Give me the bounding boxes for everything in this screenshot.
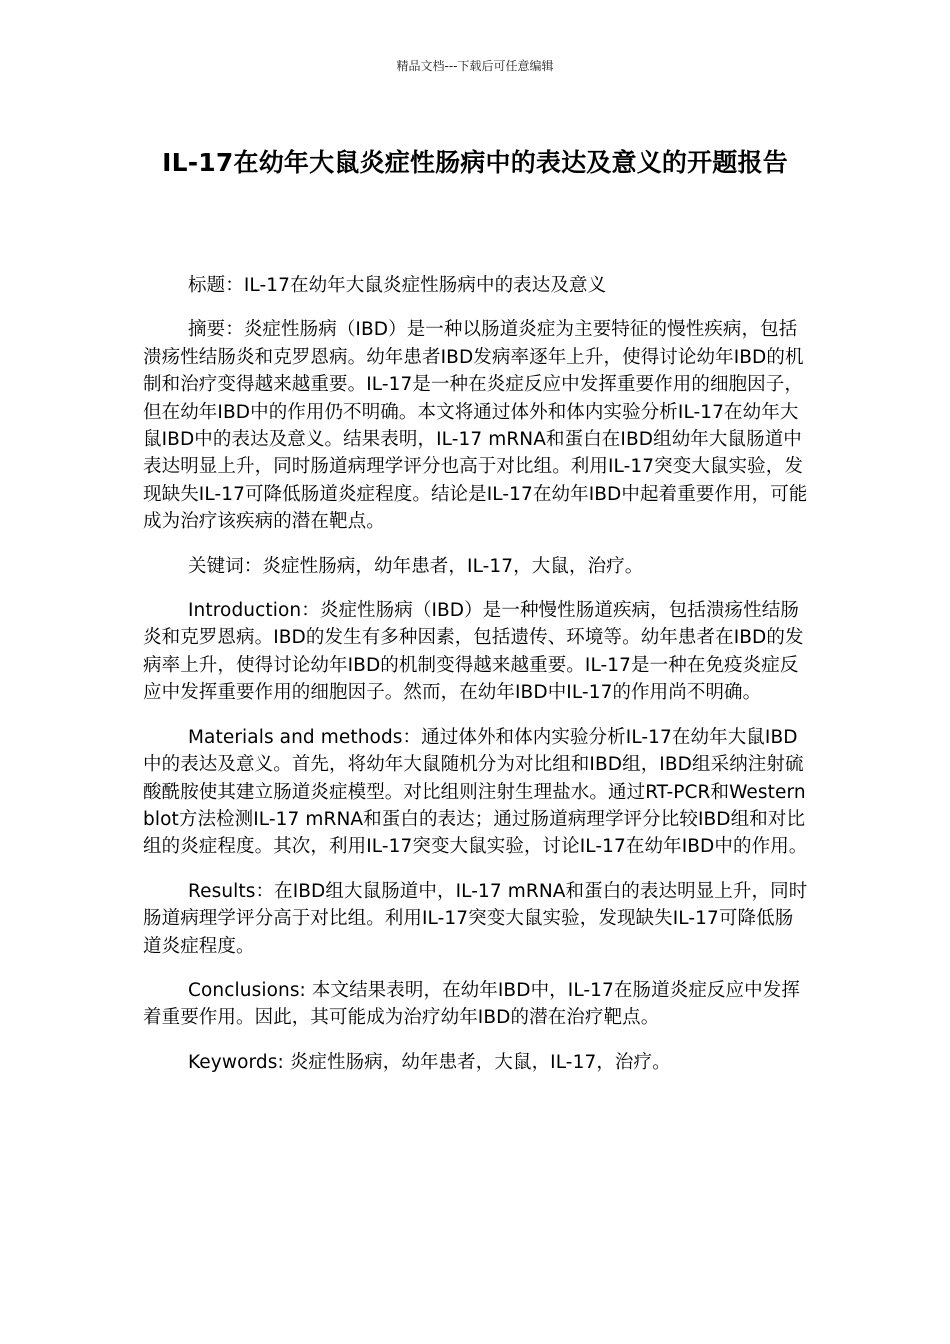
keywords-cn-paragraph [143, 553, 811, 580]
document-title: IL-17在幼年大鼠炎症性肠病中的表达及意义的开题报告 [162, 148, 788, 177]
section-label: Materials and methods： [188, 726, 422, 748]
section-text: 炎症性肠病，幼年患者，IL-17，大鼠，治疗。 [262, 555, 644, 577]
conclusions-paragraph [143, 977, 811, 1032]
section-label: 标题： [188, 275, 244, 296]
section-text: 通过体外和体内实验分析IL-17在幼年大鼠IBD中的表达及意义。首先，将幼年大鼠随机分为对比组和IBD组，IBD组采纳注射硫酸酰胺使其建立肠道炎症模型。对比组则注射生理盐水。通过RT-PCR和Western blot方法检测IL-17 mRNA和蛋白的表达；通过肠道病理学评分比较IBD组和对比组的炎症程度。其次，利用IL-17突变大鼠实验，讨论IL-17在幼年IBD中的作用。 [143, 726, 808, 858]
section-text: 炎症性肠病（IBD）是一种慢性肠道疾病，包括溃疡性结肠炎和克罗恩病。IBD的发生有多种因素，包括遗传、环境等。幼年患者在IBD的发病率上升，使得讨论幼年IBD的机制变得越来越重要。IL-17是一种在免疫炎症反应中发挥重要作用的细胞因子。然而，在幼年IBD中IL-17的作用尚不明确。 [143, 600, 804, 704]
page-header-note: 精品文档---下载后可任意编辑 [396, 59, 554, 73]
section-label: Introduction： [188, 600, 320, 622]
section-text: 炎症性肠病，幼年患者，大鼠，IL-17，治疗。 [289, 1051, 671, 1073]
results-paragraph [143, 878, 811, 960]
section-label: Results： [188, 880, 275, 902]
document-body [143, 272, 811, 1093]
section-text: 炎症性肠病（IBD）是一种以肠道炎症为主要特征的慢性疾病，包括溃疡性结肠炎和克罗恩病。幼年患者IBD发病率逐年上升，使得讨论幼年IBD的机制和治疗变得越来越重要。IL-17是一种在炎症反应中发挥重要作用的细胞因子，但在幼年IBD中的作用仍不明确。本文将通过体外和体内实验分析IL-17在幼年大鼠IBD中的表达及意义。结果表明，IL-17 mRNA和蛋白在IBD组幼年大鼠肠道中表达明显上升，同时肠道病理学评分也高于对比组。利用IL-17突变大鼠实验，发现缺失IL-17可降低肠道炎症程度。结论是IL-17在幼年IBD中起着重要作用，可能成为治疗该疾病的潜在靶点。 [143, 319, 808, 533]
keywords-en-paragraph [143, 1049, 811, 1076]
section-label: 摘要： [188, 319, 244, 341]
section-label: Keywords: [188, 1051, 290, 1073]
title-paragraph [143, 272, 811, 299]
section-text: 在IBD组大鼠肠道中，IL-17 mRNA和蛋白的表达明显上升，同时肠道病理学评分高于对比组。利用IL-17突变大鼠实验，发现缺失IL-17可降低肠道炎症程度。 [143, 880, 808, 957]
section-text: IL-17在幼年大鼠炎症性肠病中的表达及意义 [243, 275, 607, 296]
abstract-paragraph [143, 316, 811, 535]
section-label: 关键词： [188, 555, 263, 577]
introduction-paragraph [143, 597, 811, 707]
section-text: 本文结果表明，在幼年IBD中，IL-17在肠道炎症反应中发挥着重要作用。因此，其可能成为治疗幼年IBD的潜在治疗靶点。 [143, 979, 800, 1029]
section-label: Conclusions: [188, 979, 312, 1001]
methods-paragraph [143, 724, 811, 861]
